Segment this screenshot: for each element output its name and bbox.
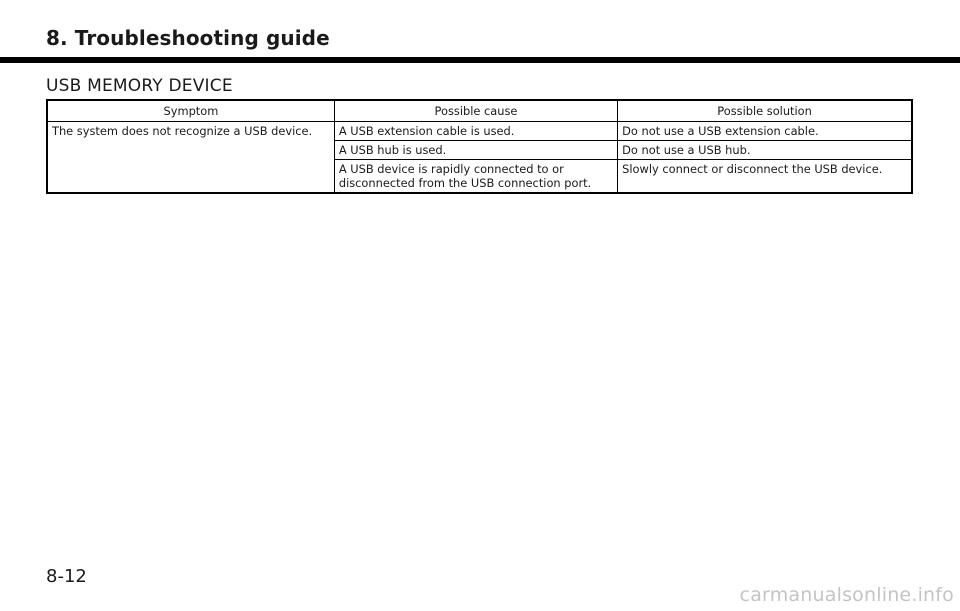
solution-cell: Do not use a USB extension cable. [618, 122, 912, 141]
chapter-title: 8. Troubleshooting guide [46, 26, 330, 50]
table-row [47, 122, 912, 141]
symptom-cell: The system does not recognize a USB device. [47, 122, 334, 194]
header-rule [0, 57, 960, 63]
page-number: 8-12 [46, 566, 87, 587]
troubleshooting-table [46, 99, 913, 194]
solution-cell: Slowly connect or disconnect the USB device. [618, 160, 912, 194]
solution-cell: Do not use a USB hub. [618, 141, 912, 160]
column-header-symptom: Symptom [47, 100, 334, 122]
table-header-row [47, 100, 912, 122]
cause-cell: A USB extension cable is used. [334, 122, 617, 141]
section-heading: USB MEMORY DEVICE [46, 76, 233, 96]
column-header-possible-solution: Possible solution [618, 100, 912, 122]
column-header-possible-cause: Possible cause [334, 100, 617, 122]
watermark: carmanualsonline.info [739, 584, 954, 606]
cause-cell: A USB device is rapidly connected to or disconnected from the USB connection port. [334, 160, 617, 194]
cause-cell: A USB hub is used. [334, 141, 617, 160]
